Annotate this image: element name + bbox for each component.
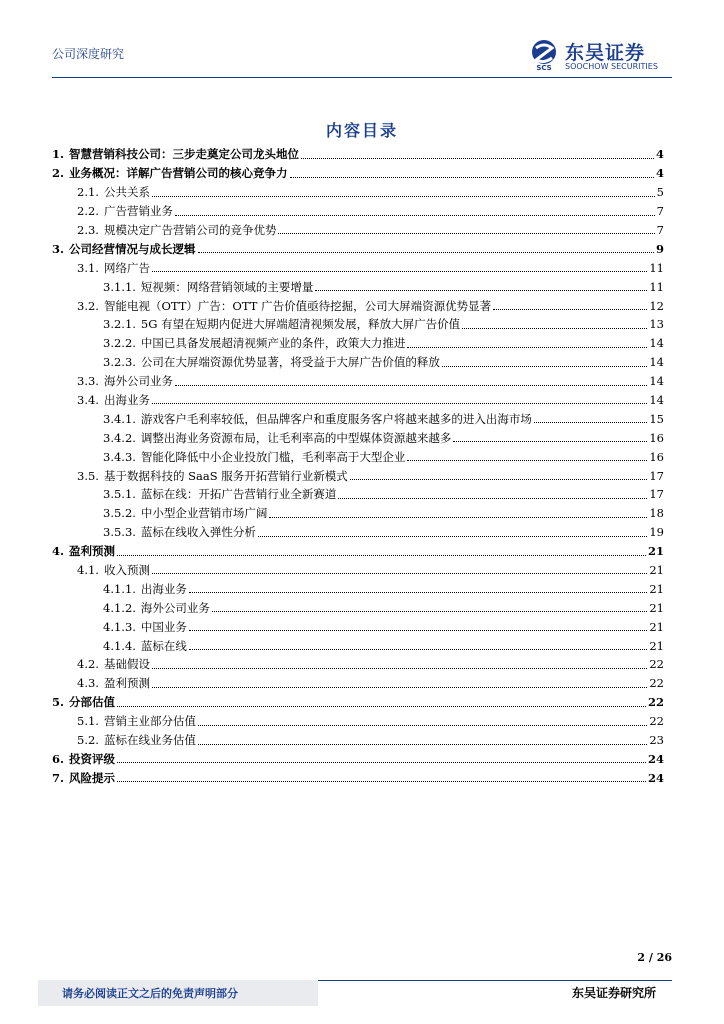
toc-entry-text: 网络广告 — [103, 260, 150, 275]
toc-entry-number: 3.5.1. — [103, 487, 136, 502]
toc-entry-text: 营销主业部分估值 — [103, 714, 196, 729]
toc-entry-page: 15 — [649, 411, 664, 426]
toc-dot-leader — [462, 321, 647, 329]
toc-entry-page: 7 — [656, 204, 664, 219]
toc-entry[interactable] — [52, 579, 664, 598]
logo-text: 东吴证券 — [565, 42, 646, 64]
toc-entry-text: 海外公司业务 — [140, 600, 210, 615]
toc-entry-number: 4.1. — [77, 563, 99, 578]
toc-entry-number: 4.1.3. — [103, 619, 136, 634]
toc-dot-leader — [350, 472, 648, 480]
toc-entry[interactable] — [52, 561, 664, 580]
toc-entry[interactable] — [52, 750, 664, 769]
footer-divider — [318, 980, 672, 981]
toc-entry[interactable] — [52, 296, 664, 315]
toc-entry-page: 17 — [649, 468, 664, 483]
page-number: 2 / 26 — [637, 951, 672, 964]
toc-entry-text: 智慧营销科技公司：三步走奠定公司龙头地位 — [69, 147, 300, 162]
toc-entry-page: 21 — [647, 544, 664, 559]
toc-entry-number: 4.1.2. — [103, 600, 136, 615]
toc-entry[interactable] — [52, 617, 664, 636]
toc-entry-page: 22 — [649, 676, 664, 691]
toc-dot-leader — [442, 359, 647, 367]
toc-dot-leader — [198, 737, 647, 745]
toc-entry[interactable] — [52, 409, 664, 428]
toc-entry-text: 盈利预测 — [103, 676, 150, 691]
toc-entry-number: 1. — [52, 147, 65, 162]
toc-title: 内容目录 — [325, 121, 398, 140]
toc-dot-leader — [534, 415, 647, 423]
toc-entry-text: 风险提示 — [69, 770, 116, 785]
toc-entry[interactable] — [52, 485, 664, 504]
toc-entry-page: 21 — [649, 563, 664, 578]
toc-entry-number: 4.3. — [77, 676, 99, 691]
toc-dot-leader — [152, 264, 647, 272]
toc-entry-text: 公共关系 — [103, 185, 150, 200]
toc-entry[interactable] — [52, 636, 664, 655]
toc-entry[interactable] — [52, 693, 664, 712]
toc-dot-leader — [258, 529, 647, 537]
toc-dot-leader — [198, 245, 654, 253]
toc-dot-leader — [175, 208, 655, 216]
toc-entry-text: 基础假设 — [103, 657, 150, 672]
toc-entry-number: 3.5.3. — [103, 525, 136, 540]
toc-entry[interactable] — [52, 277, 664, 296]
toc-entry-number: 3.4.1. — [103, 411, 136, 426]
toc-entry-page: 14 — [649, 355, 664, 370]
toc-entry-page: 11 — [649, 279, 664, 294]
toc-entry-text: 基于数据科技的 SaaS 服务开拓营销行业新模式 — [103, 468, 348, 483]
toc-entry-text: 中国已具备发展超清视频产业的条件，政策大力推进 — [140, 336, 406, 351]
toc-dot-leader — [152, 189, 655, 197]
toc-dot-leader — [175, 378, 647, 386]
toc-entry-number: 3.2. — [77, 298, 99, 313]
toc-entry[interactable] — [52, 768, 664, 787]
toc-dot-leader — [407, 453, 647, 461]
toc-entry-page: 18 — [649, 506, 664, 521]
toc-entry-text: 收入预测 — [103, 563, 150, 578]
toc-entry[interactable] — [52, 334, 664, 353]
toc-entry[interactable] — [52, 542, 664, 561]
toc-dot-leader — [338, 491, 647, 499]
toc-entry-number: 4.2. — [77, 657, 99, 672]
toc-entry[interactable] — [52, 372, 664, 391]
toc-dot-leader — [117, 699, 646, 707]
toc-entry-page: 14 — [649, 374, 664, 389]
toc-entry-page: 4 — [655, 166, 664, 181]
toc-entry-page: 21 — [649, 600, 664, 615]
toc-entry-number: 3.5.2. — [103, 506, 136, 521]
toc-entry[interactable] — [52, 447, 664, 466]
toc-entry-page: 13 — [649, 317, 664, 332]
toc-entry-text: 智能化降低中小企业投放门槛，毛利率高于大型企业 — [140, 449, 406, 464]
toc-entry-page: 16 — [649, 430, 664, 445]
toc-entry-text: 蓝标在线：开拓广告营销行业全新赛道 — [140, 487, 337, 502]
toc-entry-number: 3.1. — [77, 260, 99, 275]
toc-entry-text: 蓝标在线 — [140, 638, 187, 653]
toc-entry-number: 3.4. — [77, 393, 99, 408]
toc-entry[interactable] — [52, 145, 664, 164]
toc-entry[interactable] — [52, 353, 664, 372]
toc-entry-number: 3.5. — [77, 468, 99, 483]
toc-list — [52, 145, 664, 787]
toc-entry-text: 业务概况：详解广告营销公司的核心竞争力 — [69, 166, 288, 181]
toc-dot-leader — [189, 585, 647, 593]
toc-dot-leader — [407, 340, 647, 348]
toc-dot-leader — [117, 548, 646, 556]
toc-entry[interactable] — [52, 202, 664, 221]
toc-entry-text: 5G 有望在短期内促进大屏端超清视频发展，释放大屏广告价值 — [140, 317, 461, 332]
toc-entry-text: 智能电视（OTT）广告：OTT 广告价值亟待挖掘，公司大屏端资源优势显著 — [103, 298, 492, 313]
toc-entry[interactable] — [52, 674, 664, 693]
toc-dot-leader — [278, 226, 654, 234]
toc-entry-page: 24 — [647, 751, 664, 766]
toc-dot-leader — [189, 642, 647, 650]
footer-org: 东吴证券研究所 — [571, 986, 656, 1000]
toc-entry-number: 2.1. — [77, 185, 99, 200]
toc-entry-number: 4.1.4. — [103, 638, 136, 653]
toc-entry[interactable] — [52, 315, 664, 334]
toc-entry-text: 短视频：网络营销领域的主要增量 — [140, 279, 314, 294]
toc-entry-page: 14 — [649, 393, 664, 408]
toc-entry-text: 游戏客户毛利率较低，但品牌客户和重度服务客户将越来越多的进入出海市场 — [140, 411, 532, 426]
toc-entry-text: 出海业务 — [103, 393, 150, 408]
toc-entry-number: 5.1. — [77, 714, 99, 729]
footer-disclaimer: 请务必阅读正文之后的免责声明部分 — [62, 987, 238, 1000]
toc-entry-number: 3.2.3. — [103, 355, 136, 370]
toc-dot-leader — [152, 661, 647, 669]
toc-entry-page: 22 — [647, 695, 664, 710]
toc-entry-number: 3.1.1. — [103, 279, 136, 294]
toc-entry-number: 2.3. — [77, 223, 99, 237]
toc-entry-number: 3.2.2. — [103, 336, 136, 351]
toc-entry-number: 4.1.1. — [103, 581, 136, 596]
toc-entry-number: 3.3. — [77, 374, 99, 389]
soochow-logo-icon — [528, 38, 562, 72]
toc-entry-page: 23 — [649, 733, 664, 748]
toc-entry-text: 海外公司业务 — [103, 374, 173, 389]
toc-entry-page: 21 — [649, 638, 664, 653]
toc-dot-leader — [152, 566, 647, 574]
toc-entry-page: 9 — [655, 241, 664, 256]
toc-dot-leader — [117, 774, 646, 782]
toc-entry-number: 6. — [52, 751, 65, 766]
logo-subtext: SOOCHOW SECURITIES — [565, 62, 658, 71]
toc-entry[interactable] — [52, 164, 664, 183]
toc-entry-page: 14 — [649, 336, 664, 351]
toc-entry[interactable] — [52, 712, 664, 731]
logo-mark-text: SCS — [536, 64, 552, 72]
toc-entry[interactable] — [52, 655, 664, 674]
toc-dot-leader — [152, 680, 647, 688]
toc-entry-page: 7 — [656, 223, 664, 237]
toc-entry-page: 12 — [649, 298, 664, 313]
toc-entry-page: 22 — [649, 657, 664, 672]
toc-entry[interactable] — [52, 504, 664, 523]
toc-entry[interactable] — [52, 731, 664, 750]
toc-dot-leader — [198, 718, 647, 726]
toc-dot-leader — [117, 755, 646, 763]
toc-entry-page: 19 — [649, 525, 664, 540]
toc-entry-page: 4 — [655, 147, 664, 162]
toc-entry-page: 5 — [656, 185, 664, 200]
toc-entry[interactable] — [52, 258, 664, 277]
toc-entry-text: 盈利预测 — [69, 544, 116, 559]
toc-dot-leader — [212, 604, 647, 612]
toc-entry-number: 3.2.1. — [103, 317, 136, 332]
toc-entry[interactable] — [52, 221, 664, 240]
toc-entry-page: 21 — [649, 619, 664, 634]
toc-entry-number: 2.2. — [77, 204, 99, 219]
toc-entry-number: 5.2. — [77, 733, 99, 748]
toc-entry-number: 4. — [52, 544, 65, 559]
toc-entry-text: 蓝标在线业务估值 — [103, 733, 196, 748]
toc-entry-text: 中小型企业营销市场广阔 — [140, 506, 268, 521]
toc-entry-number: 3.4.2. — [103, 430, 136, 445]
toc-entry-text: 规模决定广告营销公司的竞争优势 — [103, 223, 277, 237]
toc-entry-text: 中国业务 — [140, 619, 187, 634]
toc-entry-text: 公司经营情况与成长逻辑 — [69, 241, 196, 256]
toc-entry-number: 3.4.3. — [103, 449, 136, 464]
toc-entry[interactable] — [52, 466, 664, 485]
toc-entry[interactable] — [52, 598, 664, 617]
toc-entry-number: 7. — [52, 770, 65, 785]
header-divider — [52, 77, 672, 78]
toc-dot-leader — [301, 151, 654, 159]
company-logo — [528, 38, 678, 74]
toc-entry-page: 24 — [647, 770, 664, 785]
toc-dot-leader — [290, 170, 654, 178]
toc-dot-leader — [269, 510, 647, 518]
toc-dot-leader — [315, 283, 647, 291]
header-report-type: 公司深度研究 — [52, 47, 125, 61]
toc-entry-page: 16 — [649, 449, 664, 464]
toc-entry-number: 2. — [52, 166, 65, 181]
toc-dot-leader — [189, 623, 647, 631]
toc-entry-number: 3. — [52, 241, 65, 256]
toc-dot-leader — [493, 302, 647, 310]
toc-entry[interactable] — [52, 183, 664, 202]
toc-entry[interactable] — [52, 391, 664, 410]
toc-entry-page: 21 — [649, 581, 664, 596]
toc-dot-leader — [152, 396, 647, 404]
toc-entry-page: 11 — [649, 260, 664, 275]
toc-entry-page: 22 — [649, 714, 664, 729]
toc-entry-text: 投资评级 — [69, 751, 116, 766]
toc-entry-text: 调整出海业务资源布局，让毛利率高的中型媒体资源越来越多 — [140, 430, 452, 445]
toc-entry-text: 分部估值 — [69, 695, 116, 710]
toc-entry-text: 蓝标在线收入弹性分析 — [140, 525, 256, 540]
toc-entry-page: 17 — [649, 487, 664, 502]
toc-entry-text: 出海业务 — [140, 581, 187, 596]
toc-entry[interactable] — [52, 523, 664, 542]
toc-entry[interactable] — [52, 239, 664, 258]
toc-entry-text: 广告营销业务 — [103, 204, 173, 219]
toc-entry-text: 公司在大屏端资源优势显著，将受益于大屏广告价值的释放 — [140, 355, 440, 370]
toc-dot-leader — [453, 434, 647, 442]
toc-entry[interactable] — [52, 428, 664, 447]
toc-entry-number: 5. — [52, 695, 65, 710]
